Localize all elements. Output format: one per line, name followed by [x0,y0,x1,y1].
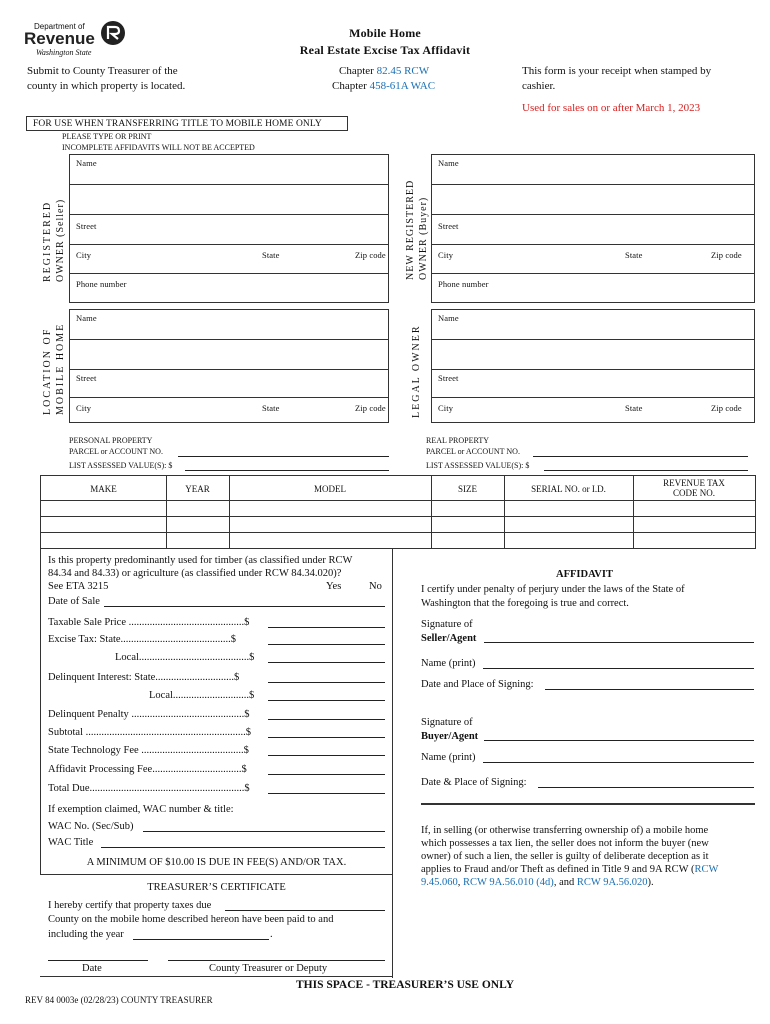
no-option[interactable]: No [369,581,382,592]
submit-line2: county in which property is located. [27,80,186,92]
legal-state-label: State [625,403,643,413]
personal-property-label: PERSONAL PROPERTY [69,436,153,445]
use-notice-box [26,116,348,131]
buyer-name-print-field[interactable] [483,762,754,763]
submit-line1: Submit to County Treasurer of the [27,65,178,77]
delinquent-int-local-label: Local.............................$ [149,690,255,701]
personal-assessed-field[interactable] [185,470,389,471]
buyer-name-print-label: Name (print) [421,752,476,763]
location-city-label: City [76,403,92,413]
seller-name-field[interactable] [74,169,384,183]
buyer-city-label: City [438,250,454,260]
location-section-label-1: LOCATION OF [42,327,53,415]
legal-street-label: Street [438,373,459,383]
tech-fee-field[interactable] [268,755,385,756]
lien-sep1: , [457,877,463,888]
col-code-no: CODE NO. [673,488,715,498]
seller-phone-label: Phone number [76,279,127,289]
buyer-block [431,154,755,303]
excise-state-field[interactable] [268,644,385,645]
form-id: REV 84 0003e (02/28/23) COUNTY TREASURER [25,995,213,1005]
cert-signature-label: County Treasurer or Deputy [209,963,328,974]
location-section-label-2: MOBILE HOME [55,322,66,415]
real-assessed-label: LIST ASSESSED VALUE(S): $ [426,461,530,470]
date-of-sale-field[interactable] [104,606,385,607]
col-make: MAKE [90,484,117,494]
excise-local-label: Local..........................................$ [115,652,255,663]
lien-line1: If, in selling (or otherwise transferring ownership of) a mobile home [421,825,709,836]
exemption-label: If exemption claimed, WAC number & title: [48,804,234,815]
rcw-link[interactable]: 82.45 RCW [376,65,430,77]
date-of-sale-label: Date of Sale [48,596,100,607]
excise-state-label: Excise Tax: State..........................................$ [48,634,237,645]
delinquent-penalty-field[interactable] [268,719,385,720]
seller-section-label-2: OWNER (Seller) [55,198,66,282]
seller-sig-of-label: Signature of [421,619,473,630]
tech-fee-label: State Technology Fee .......................................$ [48,745,249,756]
lien-line3: owner) of such a lien, the seller is guilty of deliberate deception as it [421,851,709,862]
chapter-prefix: Chapter [332,80,370,92]
chapter-line2 [332,79,435,93]
seller-name-print-field[interactable] [483,668,754,669]
seller-state-label: State [262,250,280,260]
buyer-date-place-field[interactable] [538,787,754,788]
col-serial: SERIAL NO. or I.D. [531,484,606,494]
buyer-section-label-2: OWNER (Buyer) [418,196,429,280]
cert-line3: including the year [48,929,124,940]
real-property-label: REAL PROPERTY [426,436,490,445]
form-title-line1: Mobile Home [349,26,421,40]
col-size: SIZE [458,484,477,494]
location-street-label: Street [76,373,97,383]
delinquent-int-local-field[interactable] [268,700,385,701]
chapter-line1 [339,64,429,78]
logo-mark-icon [100,20,126,46]
type-or-print: PLEASE TYPE OR PRINT [62,132,152,141]
lien-line5 [421,876,654,890]
legal-owner-block [431,309,755,423]
seller-agent-label: Seller/Agent [421,633,477,644]
cert-line3-end: . [270,929,273,940]
cert-date-label: Date [82,963,102,974]
affidavit-heading: AFFIDAVIT [556,569,613,580]
affidavit-divider [421,803,755,805]
rcw-9-45-060-link[interactable]: 9.45.060 [421,877,458,888]
buyer-street-label: Street [438,221,459,231]
delinquent-int-state-field[interactable] [268,682,385,683]
real-parcel-label: PARCEL or ACCOUNT NO. [426,447,520,456]
buyer-phone-label: Phone number [438,279,489,289]
affidavit-fee-label: Affidavit Processing Fee..................................$ [48,764,247,775]
legal-name-label: Name [438,313,459,323]
mobile-home-table [40,475,756,549]
wac-no-label: WAC No. (Sec/Sub) [48,821,134,832]
taxable-sale-field[interactable] [268,627,385,628]
location-name-label: Name [76,313,97,323]
buyer-agent-label: Buyer/Agent [421,731,479,742]
used-for-notice: Used for sales on or after March 1, 2023 [522,102,701,114]
legal-owner-section-label: LEGAL OWNER [411,324,422,418]
seller-street-label: Street [76,221,97,231]
rcw-9a-56-020-link[interactable]: RCW 9A.56.020 [576,877,648,888]
use-notice-label: FOR USE WHEN TRANSFERRING TITLE TO MOBILE HOME ONLY [33,119,322,129]
minimum-due-notice: A MINIMUM OF $10.00 IS DUE IN FEE(S) AND/OR TAX. [86,857,347,868]
wac-title-field[interactable] [101,847,385,848]
seller-city-label: City [76,250,92,260]
cert-line1: I hereby certify that property taxes due [48,900,212,911]
wac-no-field[interactable] [143,831,385,832]
subtotal-label: Subtotal .............................................................$ [48,727,252,738]
seller-date-place-label: Date and Place of Signing: [421,679,534,690]
receipt-line1: This form is your receipt when stamped by [522,65,712,77]
rcw-9-link[interactable]: RCW [694,864,719,875]
buyer-name-field[interactable] [436,169,750,183]
col-year: YEAR [185,484,210,494]
delinquent-penalty-label: Delinquent Penalty ...........................................$ [48,709,250,720]
seller-signature-field[interactable] [484,642,754,643]
buyer-date-place-label: Date & Place of Signing: [421,777,527,788]
lien-line4-text: applies to Fraud and/or Theft as defined in Title 9 and 9A RCW ( [421,864,695,875]
year-field[interactable] [133,939,269,940]
timber-question-1: Is this property predominantly used for timber (as classified under RCW [48,555,353,566]
location-block [69,309,389,423]
seller-zip-label: Zip code [355,250,386,260]
certify-line2: Washington that the foregoing is true and correct. [421,598,629,609]
buyer-state-label: State [625,250,643,260]
cert-line2: County on the mobile home described hereon have been paid to and [48,914,334,925]
yes-option[interactable]: Yes [326,581,342,592]
cert-date-field[interactable] [48,960,148,961]
cert-signature-field[interactable] [168,960,385,961]
col-revenue-tax: REVENUE TAX [663,478,725,488]
real-parcel-field[interactable] [533,456,748,457]
seller-address-field[interactable] [74,185,384,213]
lien-line2: which possesses a tax lien, the seller does not inform the buyer (new [421,838,709,849]
lien-sep2: , and [553,877,577,888]
form-title-line2: Real Estate Excise Tax Affidavit [299,43,471,57]
personal-parcel-field[interactable] [178,456,389,457]
certify-line1: I certify under penalty of perjury under the laws of the State of [421,584,685,595]
personal-parcel-label: PARCEL or ACCOUNT NO. [69,447,163,456]
chapter-prefix: Chapter [339,65,377,77]
timber-question-2: 84.34 and 84.33) or agriculture (as classified under RCW 84.34.020)? [48,568,342,579]
rcw-9a-56-010-link[interactable]: RCW 9A.56.010 (4d) [463,877,554,888]
personal-assessed-label: LIST ASSESSED VALUE(S): $ [69,461,173,470]
affidavit-fee-field[interactable] [268,774,385,775]
treasurer-certificate-heading: TREASURER’S CERTIFICATE [147,882,286,893]
seller-name-label: Name [76,158,97,168]
seller-section-label-1: REGISTERED [42,200,53,282]
excise-local-field[interactable] [268,662,385,663]
location-state-label: State [262,403,280,413]
revenue-logo [22,20,132,60]
seller-block [69,154,389,303]
incomplete-notice: INCOMPLETE AFFIDAVITS WILL NOT BE ACCEPTED [62,143,255,152]
treasurer-use-only: THIS SPACE - TREASURER’S USE ONLY [295,979,515,991]
col-model: MODEL [314,484,346,494]
buyer-signature-field[interactable] [484,740,754,741]
legal-city-label: City [438,403,454,413]
total-due-field[interactable] [268,793,385,794]
lien-line4 [421,863,718,877]
county-field[interactable] [225,910,385,911]
buyer-name-label: Name [438,158,459,168]
legal-zip-label: Zip code [711,403,742,413]
taxable-sale-label: Taxable Sale Price ............................................$ [48,617,250,628]
logo-line2: Revenue [24,29,95,48]
delinquent-int-state-label: Delinquent Interest: State..............................$ [48,672,240,683]
seller-name-print-label: Name (print) [421,658,476,669]
real-assessed-field[interactable] [544,470,748,471]
subtotal-field[interactable] [268,737,385,738]
receipt-line2: cashier. [522,80,556,92]
wac-link[interactable]: 458-61A WAC [369,80,436,92]
buyer-section-label-1: NEW REGISTERED [405,179,416,280]
total-due-label: Total Due...........................................................$ [48,783,250,794]
location-zip-label: Zip code [355,403,386,413]
wac-title-label: WAC Title [48,837,94,848]
logo-line1: Department of [34,22,85,31]
buyer-sig-of-label: Signature of [421,717,473,728]
logo-line3: Washington State [36,48,92,57]
timber-question-3: See ETA 3215 [48,581,109,592]
lien-end: ). [647,877,654,888]
seller-date-place-field[interactable] [545,689,754,690]
buyer-zip-label: Zip code [711,250,742,260]
